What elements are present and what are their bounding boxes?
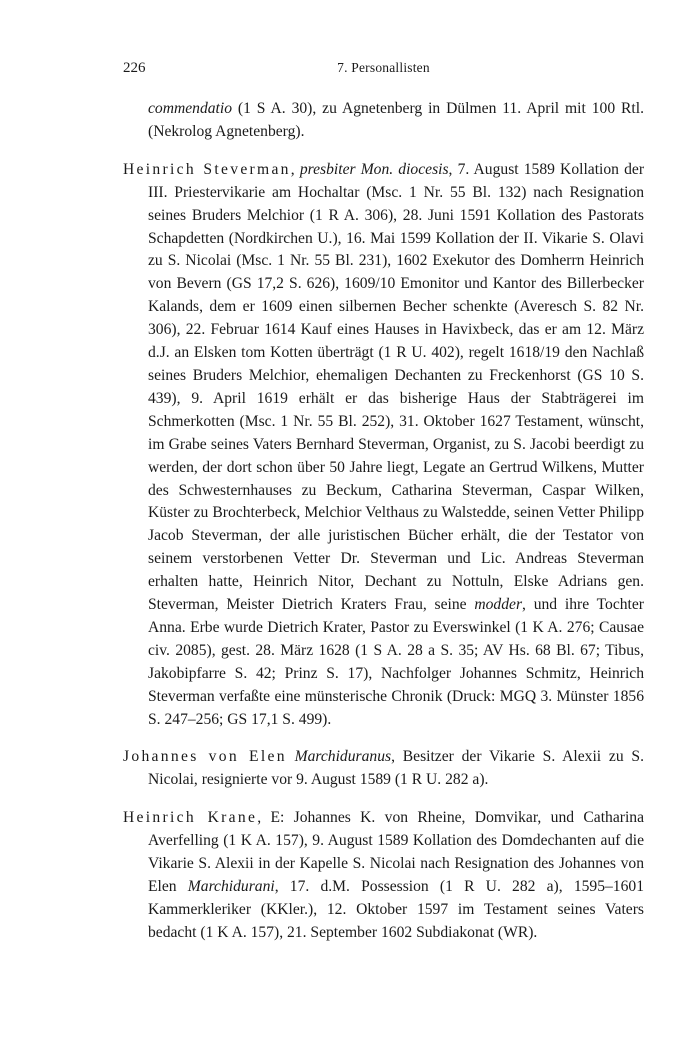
italic-term: Marchidurani: [187, 878, 275, 895]
entry-text: , Besitzer der Vikarie S. Alexii zu S. Nicolai, resignierte vor 9. August 1589 (1 R U. 282 a).: [148, 748, 644, 789]
chapter-title: 7. Personallisten: [337, 60, 430, 75]
entry-text: , und ihre Tochter Anna. Erbe wurde Dietrich Krater, Pastor zu Everswinkel (1 K A. 276; Causae civ. 2085), gest. 28. März 1628 (1 S A. 28 a S. 35; AV Hs. 68 Bl. 67; Tibus, Jakobipfarre S. 42; Prinz S. 17), Nachfolger Johannes Schmitz, Heinrich Steverman verfaßte eine münsterische Chronik (Druck: MGQ 3. Münster 1856 S. 247–256; GS 17,1 S. 499).: [148, 596, 644, 728]
entry-text: , E: Johannes K. von Rheine, Domvikar, und Catharina Averfelling (1 K A. 157), 9. August 1589 Kollation des Domdechanten auf die Vikarie S. Alexii in der Kapelle S. Nicolai nach Resignation des Johannes von Elen: [148, 809, 644, 895]
person-name: Heinrich Steverman: [123, 160, 291, 178]
text-body: [123, 98, 644, 945]
entry-text: ,: [290, 160, 300, 178]
person-name: Johannes von Elen: [123, 748, 287, 766]
italic-term: modder: [474, 596, 523, 614]
italic-term: presbiter Mon. diocesis: [299, 160, 449, 178]
entry-heinrich-krane: [123, 807, 644, 944]
entry-text: , 17. d.M. Possession (1 R U. 282 a), 1595–1601 Kammerkleriker (KKler.), 12. Oktober 1597 im Testament seines Vaters bedacht (1 K A. 157), 21. September 1602 Subdiakonat (WR).: [148, 878, 644, 941]
italic-term: Marchiduranus: [294, 748, 392, 766]
running-head: [123, 60, 644, 82]
entry-text: (1 S A. 30), zu Agnetenberg in Dülmen 11. April mit 100 Rtl. (Nekrolog Agnetenberg).: [148, 100, 644, 140]
person-name: Heinrich Krane: [123, 809, 258, 827]
italic-term: commendatio: [148, 100, 233, 117]
entry-johannes-von-elen: [123, 746, 644, 792]
entry-text: [287, 748, 295, 765]
page-number: 226: [123, 60, 146, 76]
entry-text: , 7. August 1589 Kollation der III. Priestervikarie am Hochaltar (Msc. 1 Nr. 55 Bl. 132) nach Resignation seines Bruders Melchior (1 R A. 306), 28. Juni 1591 Kollation des Pastorats Schapdetten (Nordkirchen U.), 16. Mai 1599 Kollation der II. Vikarie S. Olavi zu S. Nicolai (Msc. 1 Nr. 55 Bl. 231), 1602 Exekutor des Domherrn Heinrich von Bevern (GS 17,2 S. 626), 1609/10 Emonitor und Kantor des Billerbecker Kalands, dem er 1609 einen silbernen Becher schenkte (Averesch S. 82 Nr. 306), 22. Februar 1614 Kauf eines Hauses in Havixbeck, das er am 12. März d.J. an Elsken tom Kotten überträgt (1 R U. 402), regelt 1618/19 den Nachlaß seines Bruders Melchior, ehemaligen Dechanten zu Freckenhorst (GS 10 S. 439), 9. April 1619 erhält er das bisherige Haus der Stabträgerei im Schmerkotten (Msc. 1 Nr. 55 Bl. 252), 31. Oktober 1627 Testament, wünscht, im Grabe seines Vaters Bernhard Steverman, Organist, zu S. Jacobi beerdigt zu werden, der dort schon über 50 Jahre liegt, Legate an Gertrud Wilkens, Mutter des Schwesternhauses zu Beckum, Catharina Steverman, Caspar Wilken, Küster zu Brochterbeck, Melchior Velthaus zu Walstedde, seinen Vetter Philipp Jacob Steverman, der alle juristischen Bücher erhält, die der Testator von seinem verstorbenen Vetter Dr. Steverman und Lic. Andreas Steverman erhalten hatte, Heinrich Nitor, Dechant zu Nottuln, Elske Adrians gen. Steverman, Meister Dietrich Kraters Frau, seine: [148, 160, 645, 614]
entry-continuation: [123, 98, 644, 144]
entry-heinrich-steverman: [123, 159, 644, 732]
